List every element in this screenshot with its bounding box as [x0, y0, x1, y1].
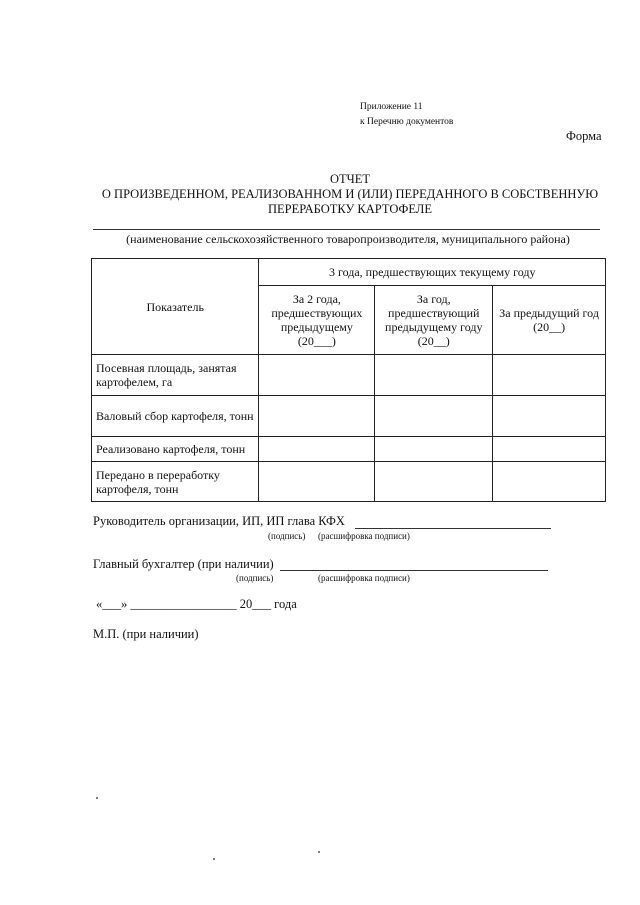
form-label: Форма	[566, 129, 602, 143]
input-cell[interactable]	[493, 462, 606, 502]
report-table	[91, 258, 606, 502]
appendix-line-1: Приложение 11	[360, 102, 423, 112]
input-cell[interactable]	[375, 355, 493, 396]
scan-speck	[213, 858, 215, 860]
appendix-line-2: к Перечню документов	[360, 117, 454, 127]
producer-caption: (наименование сельскохозяйственного товаропроизводителя, муниципального района)	[126, 232, 570, 246]
row-label-sown-area: Посевная площадь, занятая картофелем, га	[92, 355, 259, 396]
input-cell[interactable]	[259, 355, 375, 396]
date-line[interactable]: «___» _________________ 20___ года	[96, 597, 297, 611]
table-row	[92, 462, 606, 502]
table-row	[92, 437, 606, 462]
accountant-signature-label: Главный бухгалтер (при наличии)	[93, 557, 274, 571]
input-cell[interactable]	[375, 437, 493, 462]
row-label-processed: Передано в переработку картофеля, тонн	[92, 462, 259, 502]
input-cell[interactable]	[259, 437, 375, 462]
input-cell[interactable]	[259, 462, 375, 502]
stamp-label: М.П. (при наличии)	[93, 627, 199, 641]
scan-speck	[96, 797, 98, 799]
report-title: ОТЧЕТ	[329, 172, 371, 186]
period-group-header: 3 года, предшествующих текущему году	[259, 259, 606, 286]
input-cell[interactable]	[375, 462, 493, 502]
head-decode-caption: (расшифровка подписи)	[318, 531, 410, 541]
input-cell[interactable]	[375, 396, 493, 437]
accountant-decode-caption: (расшифровка подписи)	[318, 573, 410, 583]
appendix-reference	[360, 100, 453, 130]
table-row	[92, 396, 606, 437]
report-subtitle-line-2: ПЕРЕРАБОТКУ КАРТОФЕЛЕ	[267, 202, 433, 216]
scan-speck	[318, 851, 320, 853]
column-header-two-years-before: За 2 года, предшествующих предыдущему (20___)	[259, 286, 375, 355]
input-cell[interactable]	[259, 396, 375, 437]
row-label-sold: Реализовано картофеля, тонн	[92, 437, 259, 462]
input-cell[interactable]	[493, 355, 606, 396]
column-header-previous-year: За предыдущий год (20__)	[493, 286, 606, 355]
head-signature-caption: (подпись)	[268, 531, 306, 541]
table-row	[92, 355, 606, 396]
head-signature-line[interactable]	[355, 528, 551, 529]
accountant-signature-caption: (подпись)	[236, 573, 274, 583]
head-signature-label: Руководитель организации, ИП, ИП глава КФХ	[93, 514, 345, 528]
producer-name-line	[93, 229, 600, 230]
input-cell[interactable]	[493, 437, 606, 462]
input-cell[interactable]	[493, 396, 606, 437]
column-header-year-before-previous: За год, предшествующий предыдущему году (20__)	[375, 286, 493, 355]
indicator-header: Показатель	[92, 259, 259, 355]
report-subtitle-line-1: О ПРОИЗВЕДЕННОМ, РЕАЛИЗОВАННОМ И (ИЛИ) ПЕРЕДАННОГО В СОБСТВЕННУЮ	[101, 187, 599, 201]
row-label-gross-harvest: Валовый сбор картофеля, тонн	[92, 396, 259, 437]
accountant-signature-line[interactable]	[280, 570, 548, 571]
